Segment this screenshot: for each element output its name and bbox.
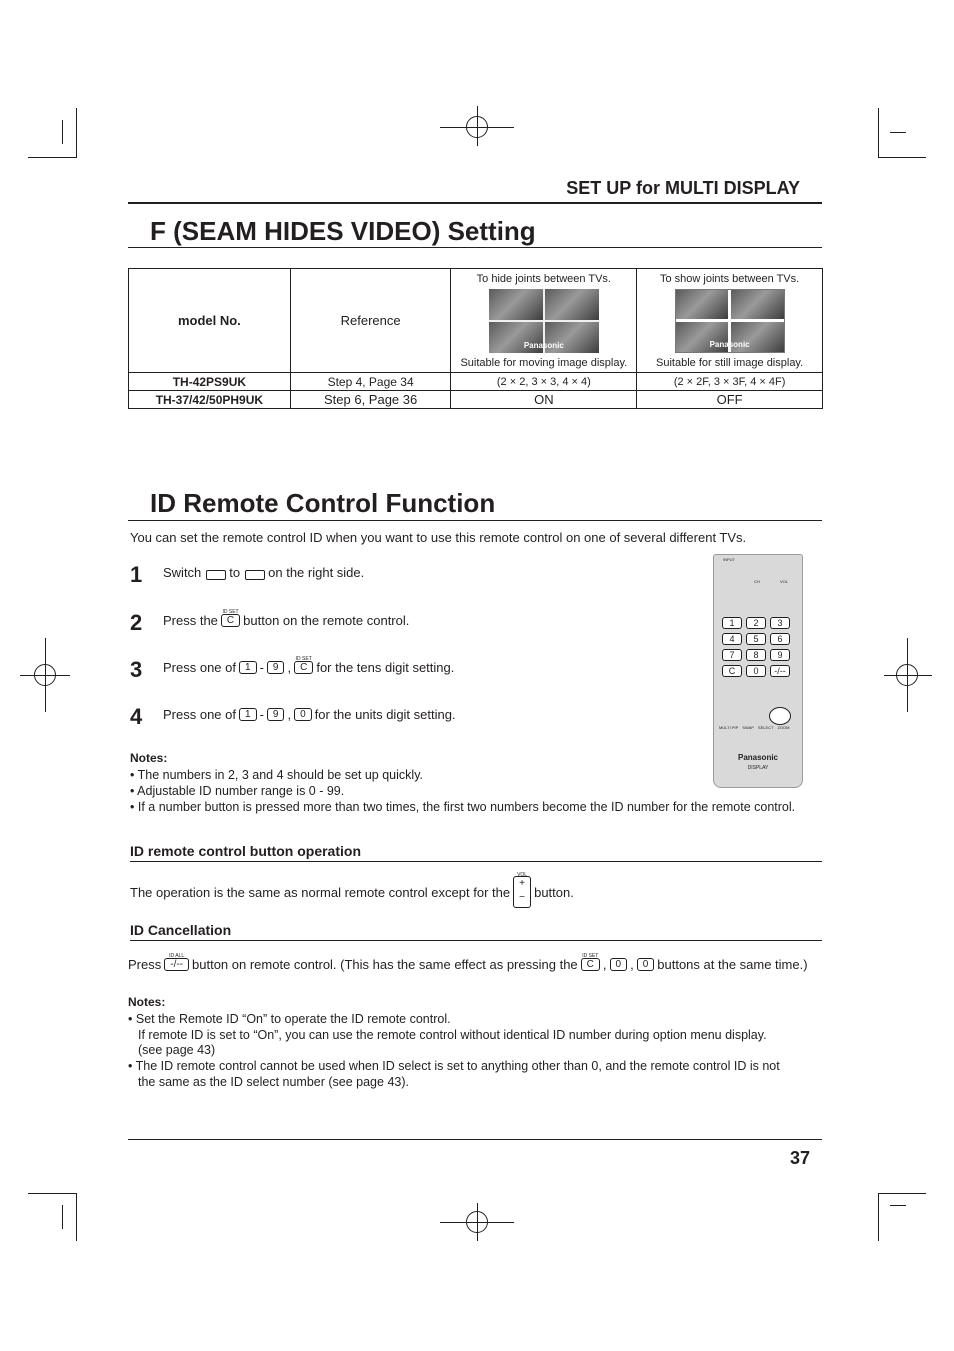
registration-mark (884, 675, 932, 676)
registration-mark (45, 638, 46, 712)
cell-off: (2 × 2F, 3 × 3F, 4 × 4F) (637, 373, 823, 391)
c-key-icon: ID SET C (295, 656, 312, 673)
step-number: 3 (130, 657, 143, 682)
on-caption-bottom: Suitable for moving image display. (460, 356, 628, 369)
cell-ref: Step 6, Page 36 (290, 391, 451, 409)
crop-mark (890, 1205, 906, 1206)
cancel-title: ID Cancellation (130, 922, 822, 941)
op-title: ID remote control button operation (130, 843, 822, 862)
step-number: 2 (130, 610, 143, 635)
crop-mark (62, 1205, 63, 1229)
col-off-header (637, 269, 823, 373)
footer-rule (128, 1139, 822, 1140)
step-number: 4 (130, 704, 143, 729)
notes-title: Notes: (130, 751, 168, 765)
crop-mark (890, 132, 906, 133)
seam-shown-image (675, 289, 785, 353)
notes-title: Notes: (128, 995, 166, 1009)
remote-keypad: 1 2 3 4 5 6 7 8 9 C 0 -/-- (722, 617, 790, 677)
c-key-icon: ID SET C (222, 609, 239, 626)
remote-control-illustration: INPUT CH VOL 1 2 3 4 5 6 7 8 9 C 0 -/-- MULTI PIP SWAP SELECT ZOOM Panasonic DISPLAY (713, 554, 803, 788)
panasonic-logo: Panasonic (523, 340, 564, 350)
seam-hidden-image (489, 289, 599, 353)
on-caption-top: To hide joints between TVs. (476, 272, 611, 285)
off-caption-bottom: Suitable for still image display. (656, 356, 804, 369)
table-row (129, 391, 823, 409)
crop-mark (62, 120, 63, 144)
crop-mark (76, 108, 77, 158)
key-1-icon: 1 (239, 708, 257, 721)
step-2-text: Press the ID SET C button on the remote control. (163, 609, 410, 628)
registration-mark (477, 1203, 478, 1241)
remote-model: DISPLAY (747, 765, 769, 771)
cancel-text: Press ID ALL -/-- button on remote control. (This has the same effect as pressing the ID SET C , 0 , 0 buttons at the same time.) (128, 953, 808, 972)
cell-on: (2 × 2, 3 × 3, 4 × 4) (451, 373, 637, 391)
vol-key-icon: VOL + − (513, 876, 531, 908)
seam-table (128, 268, 823, 409)
crop-mark (28, 1193, 76, 1194)
crop-mark (76, 1193, 77, 1241)
note-item: • The numbers in 2, 3 and 4 should be set up quickly. (130, 768, 423, 782)
id-switch-highlight (769, 707, 791, 725)
normal-switch-icon (204, 566, 226, 580)
cell-model: TH-42PS9UK (129, 373, 291, 391)
note-item: • If a number button is pressed more than two times, the first two numbers become the ID number for the remote control. (130, 800, 796, 814)
note-item: the same as the ID select number (see page 43). (138, 1075, 409, 1089)
registration-mark (907, 638, 908, 712)
step-number: 1 (130, 562, 143, 587)
note-item: (see page 43) (138, 1043, 216, 1057)
step-1-text: Switch to on the right side. (163, 565, 365, 580)
key-9-icon: 9 (267, 708, 285, 721)
step-4-text: Press one of 1 - 9 , 0 for the units digit setting. (163, 707, 456, 722)
crop-mark (878, 157, 926, 158)
key-0-icon: 0 (610, 958, 628, 971)
crop-mark (878, 108, 879, 158)
note-item: • Adjustable ID number range is 0 - 99. (130, 784, 345, 798)
cell-model: TH-37/42/50PH9UK (129, 391, 291, 409)
col-ref-header: Reference (290, 269, 451, 373)
note-item: If remote ID is set to “On”, you can use the remote control without identical ID number during option menu display. (138, 1028, 767, 1042)
cell-ref: Step 4, Page 34 (290, 373, 451, 391)
panasonic-logo: Panasonic (709, 339, 750, 349)
crop-mark (878, 1193, 926, 1194)
c-key-icon: ID SET C (582, 953, 599, 970)
crop-mark (878, 1193, 879, 1241)
seam-title: F (SEAM HIDES VIDEO) Setting (128, 216, 822, 248)
section-header (128, 176, 822, 204)
table-row (129, 373, 823, 391)
note-item: • The ID remote control cannot be used when ID select is set to anything other than 0, and the remote control ID is not (128, 1059, 780, 1073)
cell-on: ON (451, 391, 637, 409)
registration-mark (477, 106, 478, 146)
col-model-header: model No. (129, 269, 291, 373)
cell-off: OFF (637, 391, 823, 409)
key-9-icon: 9 (267, 661, 285, 674)
page-number: 37 (790, 1148, 811, 1168)
key-0-icon: 0 (637, 958, 655, 971)
key-0-icon: 0 (294, 708, 312, 721)
section-title: SET UP for MULTI DISPLAY (566, 178, 800, 198)
id-all-key-icon: ID ALL -/-- (164, 958, 189, 971)
crop-mark (28, 157, 76, 158)
off-caption-top: To show joints between TVs. (660, 272, 800, 285)
key-1-icon: 1 (239, 661, 257, 674)
step-3-text: Press one of 1 - 9 , ID SET C for the tens digit setting. (163, 656, 455, 675)
id-switch-icon (243, 566, 265, 580)
idremote-title: ID Remote Control Function (128, 488, 822, 521)
intro-text: You can set the remote control ID when you want to use this remote control on one of several different TVs. (130, 530, 747, 545)
note-item: • Set the Remote ID “On” to operate the ID remote control. (128, 1012, 451, 1026)
remote-brand: Panasonic (737, 753, 778, 762)
op-text: The operation is the same as normal remote control except for the VOL + − button. (130, 876, 574, 908)
col-on-header (451, 269, 637, 373)
